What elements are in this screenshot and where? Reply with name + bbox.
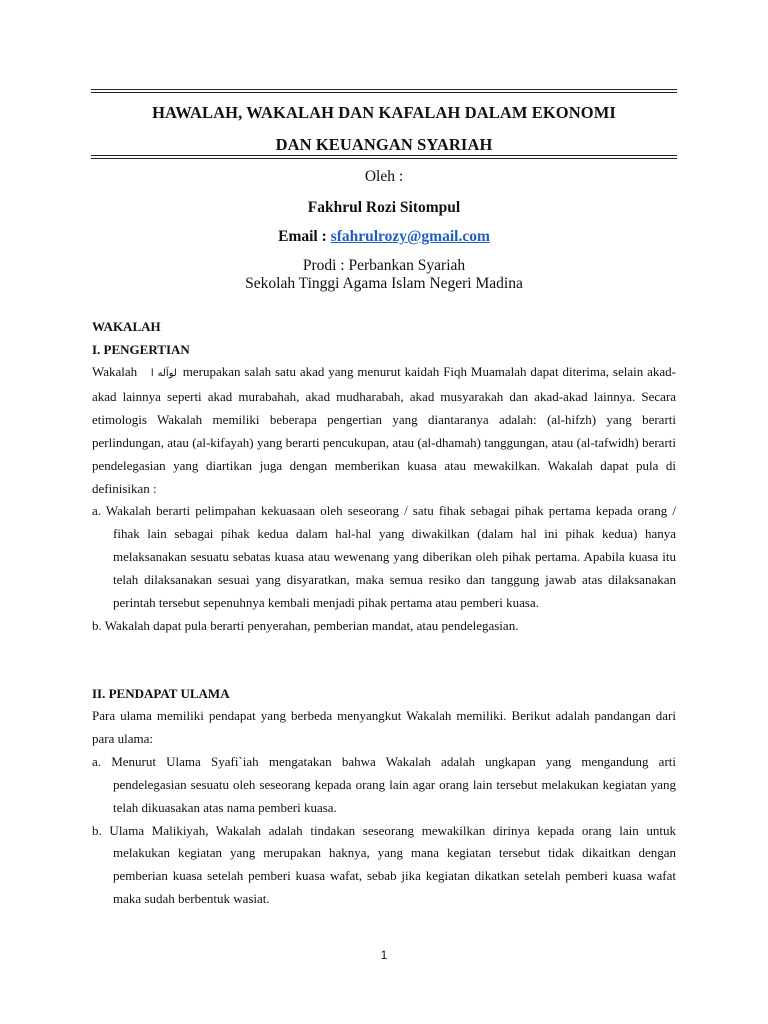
section-2-item-a: a. Menurut Ulama Syafi`iah mengatakan bahwa Wakalah adalah ungkapan yang mengandung arti pendelegasian sesuatu oleh seseorang kepada orang lain agar orang lain tersebut melakukan kegiatan yang telah dikuasakan atas nama pemberi kuasa. bbox=[92, 753, 676, 815]
section-1-intro bbox=[92, 361, 676, 500]
section-1-item-b: b. Wakalah dapat pula berarti penyerahan, pemberian mandat, atau pendelegasian. bbox=[92, 617, 519, 633]
email-label: Email : bbox=[278, 228, 331, 245]
section-1-item-a: a. Wakalah berarti pelimpahan kekuasaan oleh seseorang / satu fihak sebagai pihak pertama kepada orang / fihak lain sebagai pihak kedua dalam hal-hal yang diwakilkan (dalam hal ini pihak kedua) hanya melaksanakan sesuatu sebatas kuasa atau wewenang yang diberikan oleh pihak pertama. Apabila kuasa itu telah dilaksanakan sesuai yang disyaratkan, maka semua resiko dan tanggung jawab atas dilaksanakan perintah tersebut sepenuhnya kembali menjadi pihak pertama atau pemberi kuasa. bbox=[92, 503, 676, 611]
email-link[interactable]: sfahrulrozy@gmail.com bbox=[330, 228, 490, 245]
school-line: Sekolah Tinggi Agama Islam Negeri Madina bbox=[245, 275, 523, 292]
title-bottom-rule bbox=[91, 155, 677, 159]
intro-word: Wakalah bbox=[92, 364, 138, 379]
section-2-intro: Para ulama memiliki pendapat yang berbeda menyangkut Wakalah memiliki. Berikut adalah pandangan dari para ulama: bbox=[92, 708, 676, 746]
intro-rest: merupakan salah satu akad yang menurut kaidah Fiqh Muamalah dapat diterima, selain akad-akad lainnya seperti akad murabahah, akad mudharabah, akad musyarakah dan akad-akad lainnya. Secara etimologis Wakalah memiliki beberapa pengertian yang diantaranya adalah: (al-hifzh) yang berarti perlindungan, atau (al-kifayah) yang berarti pencukupan, atau (al-dhamah) tanggungan, atau (al-tafwidh) berarti pendelegasian yang diartikan juga dengan memberikan kuasa atau mewakilkan. Wakalah dapat pula di definisikan : bbox=[92, 364, 677, 496]
oleh-label: Oleh : bbox=[364, 168, 404, 185]
section-wakalah-heading: WAKALAH bbox=[92, 319, 161, 334]
email-line bbox=[91, 228, 677, 246]
section-2-block bbox=[92, 683, 676, 911]
arabic-term: ﻟﻮﺁﻟﻪ ﺍ bbox=[150, 368, 177, 379]
section-2-item-b: b. Ulama Malikiyah, Wakalah adalah tindakan seseorang mewakilkan dirinya kepada orang lain untuk melakukan kegiatan yang merupakan haknya, yang mana kegiatan tersebut tidak dikaitkan dengan pemberian kuasa setelah pemberi kuasa wafat, sebab jika kegiatan dikatkan setelah pemberi kuasa wafat maka sudah berbentuk wasiat. bbox=[92, 822, 676, 907]
author-name: Fakhrul Rozi Sitompul bbox=[307, 199, 461, 216]
section-2-heading: II. PENDAPAT ULAMA bbox=[92, 686, 230, 701]
title-line-2: DAN KEUANGAN SYARIAH bbox=[275, 135, 493, 154]
section-1-heading: I. PENGERTIAN bbox=[92, 342, 190, 357]
prodi-line: Prodi : Perbankan Syariah bbox=[302, 257, 466, 274]
title-top-rule bbox=[91, 89, 677, 93]
title-line-1: HAWALAH, WAKALAH DAN KAFALAH DALAM EKONOMI bbox=[152, 103, 616, 122]
page-number: 1 bbox=[380, 948, 388, 962]
section-1-block bbox=[92, 316, 676, 638]
